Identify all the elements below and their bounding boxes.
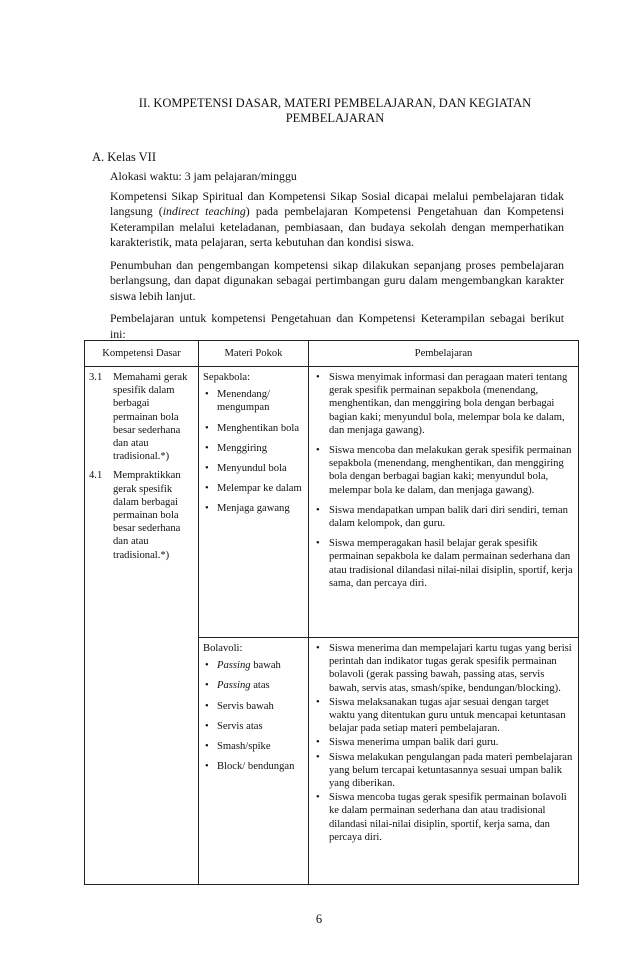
page-number: 6 bbox=[315, 912, 323, 926]
kd-item: 4.1 Mempraktikkan gerak spesifik dalam berbagai permainan bola besar sederhana dan atau tradisional.*) bbox=[89, 470, 181, 561]
heading-line-2: PEMBELAJARAN bbox=[285, 111, 385, 125]
list-item: • Siswa mencoba dan melakukan gerak spesifik permainan sepakbola (menendang, menghentikan, dan menggiring bola dengan berbagai bagian kaki; menyundul bola, melempar bola ke dalam, dan menjaga gawang). bbox=[313, 444, 574, 497]
header-materi-pokok: Materi Pokok bbox=[199, 341, 309, 367]
materi-sepakbola-cell bbox=[199, 367, 309, 638]
list-item: • Block/ bendungan bbox=[203, 760, 304, 773]
section-label: A. Kelas VII bbox=[92, 150, 156, 164]
list-item: • Siswa mendapatkan umpan balik dari diri sendiri, teman dalam kelompok, dan guru. bbox=[313, 504, 574, 530]
heading-line-1: II. KOMPETENSI DASAR, MATERI PEMBELAJARAN, DAN KEGIATAN bbox=[138, 96, 532, 110]
list-item: • Menjaga gawang bbox=[203, 502, 304, 515]
materi-title: Bolavoli: bbox=[203, 643, 243, 654]
table-row bbox=[85, 367, 579, 638]
kd-item: 3.1 Memahami gerak spesifik dalam berbagai permainan bola besar sederhana dan atau tradisional.*) bbox=[89, 372, 188, 463]
list-item: • Menghentikan bola bbox=[203, 422, 304, 435]
paragraph-3: Pembelajaran untuk kompetensi Pengetahuan dan Kompetensi Keterampilan sebagai berikut ini: bbox=[110, 311, 564, 341]
alokasi-waktu: Alokasi waktu: 3 jam pelajaran/minggu bbox=[110, 169, 297, 183]
pembelajaran-sepakbola-cell bbox=[309, 367, 579, 638]
list-item: • Menendang/ mengumpan bbox=[203, 388, 304, 414]
list-item: • Melempar ke dalam bbox=[203, 482, 304, 495]
list-item: • Siswa mencoba tugas gerak spesifik permainan bolavoli ke dalam permainan sederhana dan atau tradisional dilandasi nilai-nilai disiplin, sportif, kerja sama, dan percaya diri. bbox=[313, 791, 574, 844]
list-item: • Siswa melakukan pengulangan pada materi pembelajaran yang belum tercapai ketuntasannya sesuai umpan balik yang diberikan. bbox=[313, 751, 574, 791]
materi-bolavoli-cell bbox=[199, 638, 309, 885]
list-item: • Servis atas bbox=[203, 720, 304, 733]
list-item: • Siswa menyimak informasi dan peragaan materi tentang gerak spesifik permainan sepakbola (menendang, menghentikan, dan menggiring bola dengan berbagai bagian kaki; menyundul bola, melempar bola ke dalam, dan menjaga gawang). bbox=[313, 371, 574, 437]
list-item: • Siswa memperagakan hasil belajar gerak spesifik permainan sepakbola ke dalam permainan sederhana dan atau tradisional dilandasi nilai-nilai disiplin, sportif, kerja sama, dan percaya diri. bbox=[313, 537, 574, 590]
table-header-row bbox=[85, 341, 579, 367]
list-item: • Passing atas bbox=[203, 679, 304, 692]
list-item: • Menggiring bbox=[203, 442, 304, 455]
pembelajaran-bolavoli-cell bbox=[309, 638, 579, 885]
materi-title: Sepakbola: bbox=[203, 372, 251, 383]
header-kompetensi-dasar: Kompetensi Dasar bbox=[85, 341, 199, 367]
list-item: • Menyundul bola bbox=[203, 462, 304, 475]
kd-cell bbox=[85, 367, 199, 885]
list-item: • Servis bawah bbox=[203, 700, 304, 713]
chapter-heading bbox=[100, 96, 570, 126]
list-item: • Passing bawah bbox=[203, 659, 304, 672]
intro-text bbox=[110, 169, 564, 349]
list-item: • Siswa menerima umpan balik dari guru. bbox=[313, 736, 574, 749]
list-item: • Siswa melaksanakan tugas ajar sesuai dengan target waktu yang ditentukan guru untuk mencapai ketuntasan belajar pada setiap materi pembelajaran. bbox=[313, 696, 574, 736]
competency-table bbox=[84, 340, 579, 885]
list-item: • Smash/spike bbox=[203, 740, 304, 753]
list-item: • Siswa menerima dan mempelajari kartu tugas yang berisi perintah dan indikator tugas gerak spesifik permainan bolavoli (gerak passing bawah, passing atas, servis bawah, servis atas, smash/spike, bendungan/blocking). bbox=[313, 642, 574, 695]
paragraph-1: Kompetensi Sikap Spiritual dan Kompetensi Sikap Sosial dicapai melalui pembelajaran tidak langsung (indirect teaching) pada pembelajaran Kompetensi Pengetahuan dan Kompetensi Keterampilan melalui keteladanan, pembiasaan, dan budaya sekolah dengan memperhatikan karakteristik, mata pelajaran, serta kebutuhan dan kondisi siswa. bbox=[110, 188, 564, 249]
header-pembelajaran: Pembelajaran bbox=[309, 341, 579, 367]
paragraph-2: Penumbuhan dan pengembangan kompetensi sikap dilakukan sepanjang proses pembelajaran berlangsung, dan dapat digunakan sebagai pertimbangan guru dalam mengembangkan karakter siswa lebih lanjut. bbox=[110, 257, 564, 303]
